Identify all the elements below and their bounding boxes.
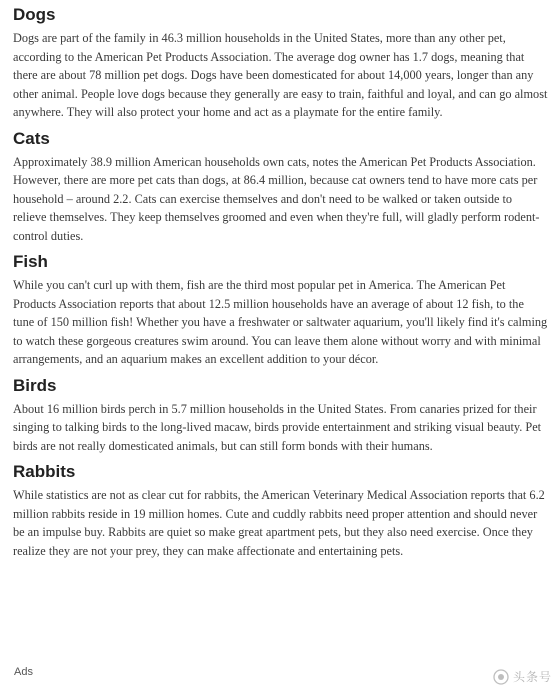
section-paragraph: While you can't curl up with them, fish are the third most popular pet in America. The American Pet Products Association reports that about 12.5 million households have an average of about 12 fish, to the tune of 150 million fish! Whether you have a freshwater or saltwater aquarium, you'll likely find it's calming to watch these gorgeous creatures swim around. You can leave them alone without worry and with minimal arrangements, and an aquarium makes an excellent addition to your décor. xyxy=(13,278,548,366)
section-fish xyxy=(13,251,548,369)
section-heading: Cats xyxy=(13,128,50,148)
section-heading: Rabbits xyxy=(13,462,76,481)
section-paragraph: While statistics are not as clear cut for rabbits, the American Veterinary Medical Association reports that 6.2 million rabbits reside in 19 million homes. Cute and cuddly rabbits need proper attention and should never be an impulse buy. Rabbits are quiet so make great apartment pets, but they also need exercise. Once they realize they are not your prey, they can make affectionate and entertaining pets. xyxy=(13,488,545,558)
section-birds xyxy=(13,375,548,456)
ads-label[interactable]: Ads xyxy=(14,666,33,678)
section-heading: Birds xyxy=(13,375,57,395)
section-paragraph: About 16 million birds perch in 5.7 million households in the United States. From canaries prized for their singing to talking birds to the long-lived macaw, birds provide entertainment and striking visual beauty. Pet birds are not really domesticated animals, but can still form bonds with their humans. xyxy=(13,401,542,453)
section-rabbits xyxy=(13,461,548,560)
section-paragraph: Approximately 38.9 million American households own cats, notes the American Pet Products Association. However, there are more pet cats than dogs, at 86.4 million, because cat owners tend to have more cats per household – around 2.2. Cats can exercise themselves and don't need to be walked or taken outside to relieve themselves. They keep themselves groomed and even when they're full, will gladly perform rodent-control duties. xyxy=(13,154,540,243)
toutiao-logo-icon xyxy=(493,669,509,685)
section-heading: Dogs xyxy=(13,5,56,24)
section-heading: Fish xyxy=(13,252,48,271)
section-paragraph: Dogs are part of the family in 46.3 million households in the United States, more than any other pet, according to the American Pet Products Association. The average dog owner has 1.7 dogs, meaning that there are about 78 million pet dogs. Dogs have been domesticated for about 14,000 years, longer than any other animal. People love dogs because they generally are easy to train, faithful and loyal, and can go almost anywhere. They will also protect your home and act as a playmate for the entire family. xyxy=(13,31,548,119)
section-dogs xyxy=(13,4,548,122)
watermark-text: 头条号 xyxy=(512,670,552,684)
section-cats xyxy=(13,128,548,246)
watermark xyxy=(493,668,552,685)
